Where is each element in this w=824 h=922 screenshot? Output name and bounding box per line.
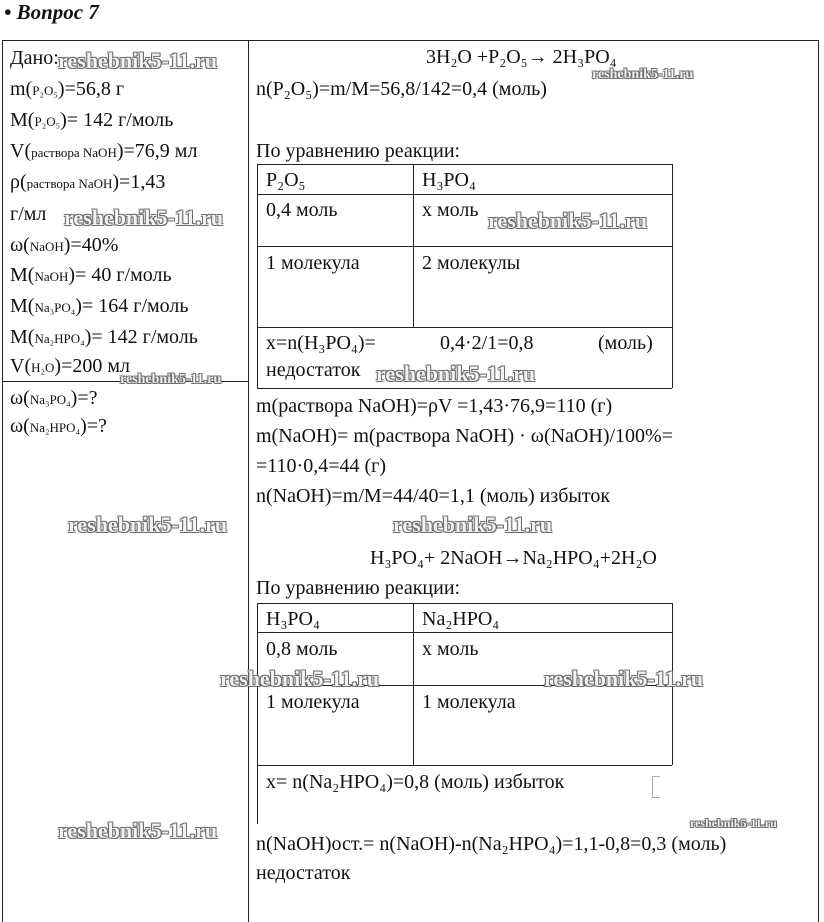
- watermark: reshebnik5-11.ru: [488, 208, 648, 233]
- table1-cell: 1 молекула: [266, 252, 360, 274]
- table1-result-calc: 0,4·2/1=0,8: [440, 332, 534, 354]
- given-item: m(P₂O₅)=56,8 г: [10, 78, 125, 100]
- table1-result: x=n(H₃PO₄)=: [266, 332, 376, 354]
- by-equation-label-1: По уравнению реакции:: [256, 140, 461, 162]
- given-item: M(Na₂HPO₄)= 142 г/моль: [10, 326, 198, 348]
- table2-cell: х моль: [422, 638, 479, 660]
- given-item: M(NaOH)= 40 г/моль: [10, 264, 172, 286]
- table2-cell: 1 молекула: [422, 691, 516, 713]
- moles-p2o5: n(P₂O₅)=m/M=56,8/142=0,4 (моль): [256, 78, 547, 100]
- find-item: ω(Na₂HPO₄)=?: [10, 415, 107, 437]
- table1-header-h3po4: H₃PO₄: [422, 169, 476, 191]
- remaining-naoh: n(NaOH)ост.= n(NaOH)-n(Na₂HPO₄)=1,1-0,8=0,3 (моль): [256, 833, 727, 855]
- reaction-equation-2: H₃PO₄+ 2NaOH→Na₂HPO₄+2H₂O: [370, 547, 657, 569]
- text-cursor-mark: [652, 776, 660, 798]
- watermark: reshebnik5-11.ru: [68, 512, 228, 537]
- table2-header-na2hpo4: Na₂HPO₄: [422, 608, 500, 630]
- by-equation-label-2: По уравнению реакции:: [256, 577, 461, 599]
- table1-header-p2o5: P₂O₅: [266, 169, 306, 191]
- watermark: reshebnik5-11.ru: [376, 361, 536, 386]
- table2-result: x= n(Na₂HPO₄)=0,8 (моль) избыток: [266, 771, 565, 793]
- deficit-label: недостаток: [256, 862, 351, 884]
- table1-result-unit: (моль): [598, 332, 653, 354]
- watermark: reshebnik5-11.ru: [544, 666, 704, 691]
- find-item: ω(Na₃PO₄)=?: [10, 387, 98, 409]
- given-item: M(P₂O₅)= 142 г/моль: [10, 109, 174, 131]
- table2-cell: 1 молекула: [266, 691, 360, 713]
- watermark: reshebnik5-11.ru: [393, 512, 553, 537]
- watermark: reshebnik5-11.ru: [592, 67, 694, 82]
- given-item: ω(NaOH)=40%: [10, 234, 119, 256]
- reaction-equation-1: 3H₂O +P₂O₅→ 2H₃PO₄: [426, 46, 617, 68]
- mass-naoh-line2: =110·0,4=44 (г): [256, 455, 386, 477]
- table1-cell: 2 молекулы: [422, 252, 521, 274]
- watermark: reshebnik5-11.ru: [120, 372, 222, 387]
- watermark: reshebnik5-11.ru: [220, 666, 380, 691]
- given-item: г/мл: [10, 203, 47, 225]
- mass-naoh-line1: m(NaOH)= m(раствора NaOH) · ω(NaOH)/100%=: [256, 425, 673, 447]
- moles-naoh: n(NaOH)=m/M=44/40=1,1 (моль) избыток: [256, 485, 611, 507]
- given-label: Дано:: [10, 47, 59, 69]
- watermark: reshebnik5-11.ru: [58, 818, 218, 843]
- given-item: M(Na₃PO₄)= 164 г/моль: [10, 295, 189, 317]
- watermark: reshebnik5-11.ru: [64, 205, 224, 230]
- given-item: ρ(раствора NaOH)=1,43: [10, 171, 166, 193]
- watermark: reshebnik5-11.ru: [690, 816, 777, 830]
- table2-cell: 0,8 моль: [266, 638, 338, 660]
- mass-naoh-solution: m(раствора NaOH)=ρV =1,43·76,9=110 (г): [256, 395, 613, 417]
- question-title: • Вопрос 7: [4, 0, 99, 24]
- watermark: reshebnik5-11.ru: [58, 48, 218, 73]
- table1-cell: х моль: [422, 199, 479, 221]
- given-item: V(раствора NaOH)=76,9 мл: [10, 140, 198, 162]
- table1-cell: 0,4 моль: [266, 199, 338, 221]
- table2-header-h3po4: H₃PO₄: [266, 608, 320, 630]
- given-item: V(H₂O)=200 мл: [10, 355, 130, 377]
- table1-deficit: недостаток: [266, 359, 361, 381]
